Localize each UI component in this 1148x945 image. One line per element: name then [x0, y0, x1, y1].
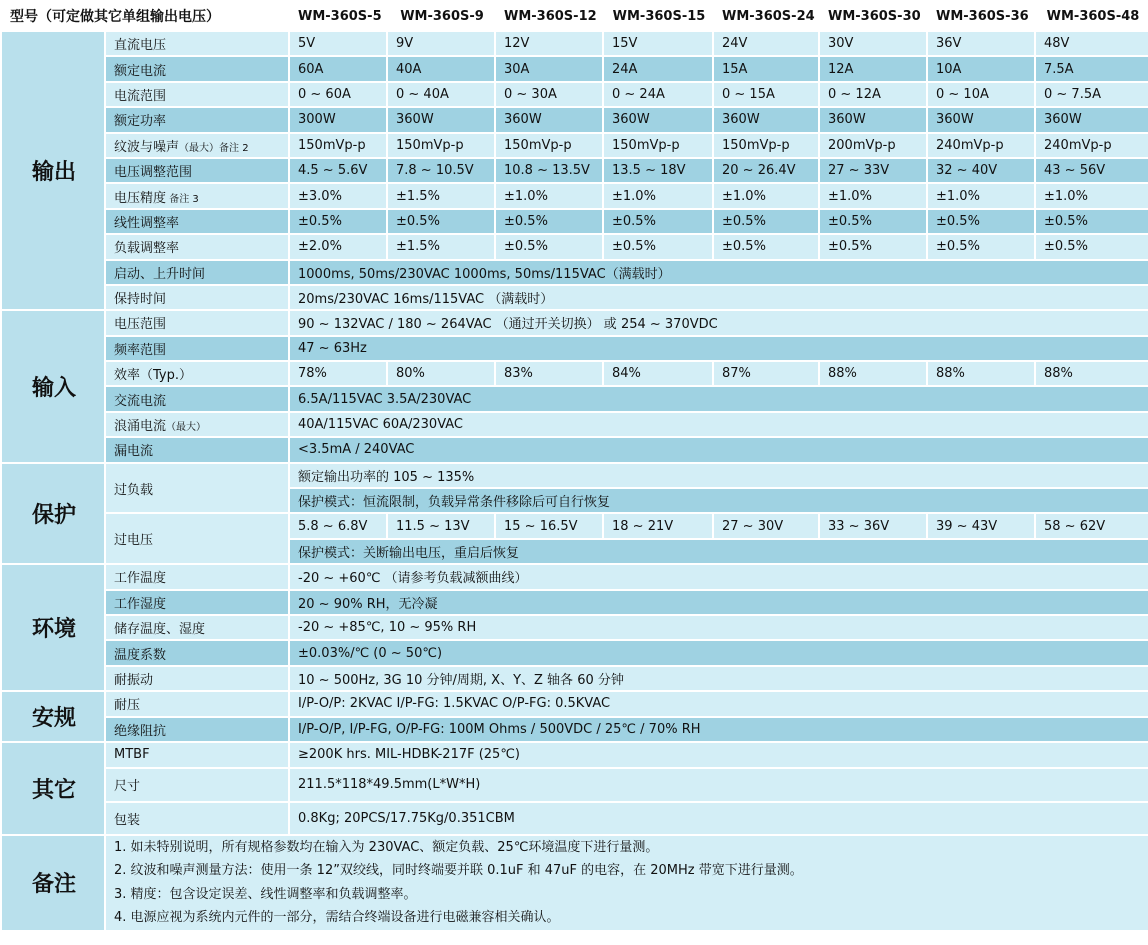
row-label [105, 183, 289, 208]
table-row [1, 31, 1148, 56]
table-row [1, 285, 1148, 310]
row-value: 11.5 ~ 13V [387, 513, 495, 538]
row-value: ±1.5% [387, 183, 495, 208]
row-value: 360W [387, 107, 495, 132]
row-value: 5.8 ~ 6.8V [289, 513, 387, 538]
note-item: 2. 纹波和噪声测量方法：使用一条 12”双绞线，同时终端要并联 0.1uF 和 47uF 的电容，在 20MHz 带宽下进行量测。 [114, 863, 803, 879]
row-value: <3.5mA / 240VAC [289, 437, 1148, 462]
row-value: 40A/115VAC 60A/230VAC [289, 412, 1148, 437]
row-value: 39 ~ 43V [927, 513, 1035, 538]
table-row [1, 412, 1148, 437]
row-value: ±0.5% [819, 234, 927, 259]
row-value: I/P-O/P, I/P-FG, O/P-FG: 100M Ohms / 500VDC / 25℃ / 70% RH [289, 717, 1148, 742]
row-value: 12A [819, 56, 927, 81]
row-label-text: 纹波与噪声 [114, 139, 180, 155]
row-value: 360W [495, 107, 603, 132]
section-output: 输出 [1, 31, 105, 310]
row-value: 78% [289, 361, 387, 386]
row-label-text: 储存温度、湿度 [114, 622, 206, 638]
row-value: 1000ms, 50ms/230VAC 1000ms, 50ms/115VAC（满载时） [289, 260, 1148, 285]
row-label-note: （最大）备注 2 [179, 142, 249, 154]
row-value: 10.8 ~ 13.5V [495, 158, 603, 183]
row-value: 9V [387, 31, 495, 56]
table-row [1, 742, 1148, 768]
row-label-text: 额定电流 [114, 63, 167, 79]
table-row [1, 802, 1148, 835]
row-value: 4.5 ~ 5.6V [289, 158, 387, 183]
row-value: ±0.5% [495, 234, 603, 259]
row-value: ±1.0% [927, 183, 1035, 208]
row-value: ±0.03%/℃ (0 ~ 50℃) [289, 640, 1148, 665]
row-value: 20 ~ 26.4V [713, 158, 819, 183]
row-label [105, 336, 289, 361]
row-value: I/P-O/P: 2KVAC I/P-FG: 1.5KVAC O/P-FG: 0.5KVAC [289, 691, 1148, 716]
row-value: 6.5A/115VAC 3.5A/230VAC [289, 386, 1148, 411]
table-row [1, 234, 1148, 259]
row-value: 200mVp-p [819, 133, 927, 158]
row-value: 80% [387, 361, 495, 386]
row-value: 211.5*118*49.5mm(L*W*H) [289, 768, 1148, 802]
row-label [105, 691, 289, 716]
row-value: 24A [603, 56, 713, 81]
row-value: 15 ~ 16.5V [495, 513, 603, 538]
row-value: ±0.5% [1035, 209, 1148, 234]
table-row [1, 564, 1148, 589]
row-label-text: 漏电流 [114, 444, 154, 460]
row-label-text: 电流范围 [114, 88, 167, 104]
row-label [105, 412, 289, 437]
row-label-text: 绝缘阻抗 [114, 723, 167, 739]
row-value: 32 ~ 40V [927, 158, 1035, 183]
row-value: ±1.5% [387, 234, 495, 259]
row-label-text: 过电压 [114, 533, 154, 549]
row-value: ±1.0% [819, 183, 927, 208]
row-value: ±0.5% [603, 209, 713, 234]
table-row [1, 640, 1148, 665]
note-item: 4. 电源应视为系统内元件的一部分，需结合终端设备进行电磁兼容相关确认。 [114, 910, 560, 926]
row-label [105, 513, 289, 564]
row-label [105, 463, 289, 514]
note-item: 1. 如未特别说明，所有规格参数均在输入为 230VAC、额定负载、25℃环境温度下进行量测。 [114, 839, 659, 855]
row-value: 240mVp-p [927, 133, 1035, 158]
row-value: ±1.0% [713, 183, 819, 208]
model-header: WM-360S-12 [495, 1, 603, 31]
row-label [105, 209, 289, 234]
row-label [105, 234, 289, 259]
row-value: 150mVp-p [495, 133, 603, 158]
table-row [1, 158, 1148, 183]
row-label [105, 590, 289, 615]
row-value: 43 ~ 56V [1035, 158, 1148, 183]
note-item: 3. 精度：包含设定误差、线性调整率和负载调整率。 [114, 886, 417, 902]
row-value: ±1.0% [1035, 183, 1148, 208]
row-label-text: MTBF [114, 747, 150, 763]
table-row [1, 691, 1148, 716]
table-row [1, 310, 1148, 335]
row-label-text: 电压调整范围 [114, 165, 193, 181]
row-value: 88% [1035, 361, 1148, 386]
row-label [105, 285, 289, 310]
row-value: ±2.0% [289, 234, 387, 259]
row-value: 18 ~ 21V [603, 513, 713, 538]
row-label-text: 浪涌电流 [114, 419, 167, 435]
section-protection: 保护 [1, 463, 105, 565]
row-value: 0 ~ 30A [495, 82, 603, 107]
row-value: ±0.5% [387, 209, 495, 234]
model-header: WM-360S-36 [927, 1, 1035, 31]
row-value: 240mVp-p [1035, 133, 1148, 158]
row-label-note: （最大） [166, 422, 207, 434]
row-value: 10 ~ 500Hz, 3G 10 分钟/周期, X、Y、Z 轴各 60 分钟 [289, 666, 1148, 691]
row-value: 保护模式：关断输出电压，重启后恢复 [289, 539, 1148, 564]
row-value: 90 ~ 132VAC / 180 ~ 264VAC （通过开关切换） 或 254 ~ 370VDC [289, 310, 1148, 335]
row-label-text: 电压精度 [114, 190, 167, 206]
table-row [1, 437, 1148, 462]
row-label [105, 82, 289, 107]
row-value: 24V [713, 31, 819, 56]
row-label [105, 666, 289, 691]
row-value: 30A [495, 56, 603, 81]
row-label-text: 直流电压 [114, 38, 167, 54]
row-value: -20 ~ +60℃ （请参考负载减额曲线） [289, 564, 1148, 589]
row-value: 7.8 ~ 10.5V [387, 158, 495, 183]
row-value: 15A [713, 56, 819, 81]
row-value: 58 ~ 62V [1035, 513, 1148, 538]
row-value: 88% [927, 361, 1035, 386]
row-value: 27 ~ 30V [713, 513, 819, 538]
row-value: 7.5A [1035, 56, 1148, 81]
table-row [1, 666, 1148, 691]
table-row [1, 615, 1148, 640]
row-label-text: 工作温度 [114, 571, 167, 587]
row-label-text: 耐压 [114, 698, 141, 714]
table-row [1, 82, 1148, 107]
table-row [1, 56, 1148, 81]
row-label [105, 742, 289, 768]
row-value: 83% [495, 361, 603, 386]
row-label-text: 保持时间 [114, 292, 167, 308]
table-row [1, 133, 1148, 158]
section-other: 其它 [1, 742, 105, 835]
row-value: 47 ~ 63Hz [289, 336, 1148, 361]
row-value: 48V [1035, 31, 1148, 56]
row-value: 0 ~ 15A [713, 82, 819, 107]
row-value: 12V [495, 31, 603, 56]
table-row [1, 386, 1148, 411]
row-value: ±0.5% [713, 234, 819, 259]
row-value: 36V [927, 31, 1035, 56]
section-environment: 环境 [1, 564, 105, 691]
row-value: ≥200K hrs. MIL-HDBK-217F (25℃) [289, 742, 1148, 768]
row-label-text: 包装 [114, 812, 141, 828]
row-value: ±0.5% [927, 209, 1035, 234]
row-label [105, 615, 289, 640]
table-row [1, 107, 1148, 132]
row-label [105, 310, 289, 335]
table-row [1, 361, 1148, 386]
row-label [105, 717, 289, 742]
row-label [105, 640, 289, 665]
row-value: 300W [289, 107, 387, 132]
model-header: WM-360S-15 [603, 1, 713, 31]
table-row [1, 590, 1148, 615]
row-value: 0 ~ 12A [819, 82, 927, 107]
row-label [105, 386, 289, 411]
row-label-text: 耐振动 [114, 672, 154, 688]
model-header: WM-360S-5 [289, 1, 387, 31]
row-value: ±0.5% [289, 209, 387, 234]
row-value: 360W [819, 107, 927, 132]
row-value: 84% [603, 361, 713, 386]
row-value: 0 ~ 10A [927, 82, 1035, 107]
row-value: 360W [1035, 107, 1148, 132]
row-value: 0 ~ 40A [387, 82, 495, 107]
row-label [105, 31, 289, 56]
row-value: ±0.5% [927, 234, 1035, 259]
row-label-text: 电压范围 [114, 317, 167, 333]
row-label [105, 107, 289, 132]
row-value: ±0.5% [819, 209, 927, 234]
row-label-text: 额定功率 [114, 114, 167, 130]
table-row [1, 260, 1148, 285]
row-value: ±1.0% [603, 183, 713, 208]
row-label [105, 158, 289, 183]
row-value: 13.5 ~ 18V [603, 158, 713, 183]
row-label-text: 负载调整率 [114, 241, 180, 257]
row-label-text: 启动、上升时间 [114, 266, 206, 282]
row-label-text: 工作湿度 [114, 596, 167, 612]
row-label-text: 线性调整率 [114, 215, 180, 231]
model-header: WM-360S-24 [713, 1, 819, 31]
model-header: WM-360S-48 [1035, 1, 1148, 31]
row-label-text: 效率（Typ.） [114, 368, 192, 384]
table-row [1, 463, 1148, 488]
row-label [105, 437, 289, 462]
section-input: 输入 [1, 310, 105, 462]
row-value: 0.8Kg; 20PCS/17.75Kg/0.351CBM [289, 802, 1148, 835]
row-value: ±0.5% [713, 209, 819, 234]
table-row [1, 1, 1148, 31]
row-value: ±0.5% [495, 209, 603, 234]
section-notes: 备注 [1, 835, 105, 931]
row-value: 150mVp-p [387, 133, 495, 158]
row-value: 0 ~ 24A [603, 82, 713, 107]
row-value: 360W [927, 107, 1035, 132]
row-label [105, 133, 289, 158]
row-label-text: 过负载 [114, 482, 154, 498]
row-value: 10A [927, 56, 1035, 81]
section-safety: 安规 [1, 691, 105, 742]
table-row [1, 717, 1148, 742]
row-value: 0 ~ 60A [289, 82, 387, 107]
row-value: ±0.5% [1035, 234, 1148, 259]
row-value: -20 ~ +85℃, 10 ~ 95% RH [289, 615, 1148, 640]
table-row [1, 209, 1148, 234]
row-value: 15V [603, 31, 713, 56]
row-value: ±0.5% [603, 234, 713, 259]
row-value: 27 ~ 33V [819, 158, 927, 183]
table-row [1, 513, 1148, 538]
row-value: 150mVp-p [603, 133, 713, 158]
table-row [1, 768, 1148, 802]
row-value: 33 ~ 36V [819, 513, 927, 538]
row-label [105, 768, 289, 802]
row-value: 20ms/230VAC 16ms/115VAC （满载时） [289, 285, 1148, 310]
row-value: 150mVp-p [713, 133, 819, 158]
row-label [105, 361, 289, 386]
row-value: 0 ~ 7.5A [1035, 82, 1148, 107]
row-value: 30V [819, 31, 927, 56]
notes-cell [105, 835, 1148, 931]
table-row [1, 183, 1148, 208]
table-row [1, 835, 1148, 931]
row-value: 150mVp-p [289, 133, 387, 158]
row-label-text: 温度系数 [114, 647, 167, 663]
row-value: 60A [289, 56, 387, 81]
row-value: ±1.0% [495, 183, 603, 208]
row-value: 360W [713, 107, 819, 132]
row-value: 5V [289, 31, 387, 56]
row-label [105, 260, 289, 285]
row-label [105, 56, 289, 81]
row-value: 额定输出功率的 105 ~ 135% [289, 463, 1148, 488]
model-header: WM-360S-30 [819, 1, 927, 31]
row-label-text: 频率范围 [114, 342, 167, 358]
row-value: 20 ~ 90% RH，无冷凝 [289, 590, 1148, 615]
row-label-text: 交流电流 [114, 393, 167, 409]
model-header-label: 型号（可定做其它单组输出电压） [1, 1, 289, 31]
row-value: ±3.0% [289, 183, 387, 208]
row-value: 87% [713, 361, 819, 386]
table-row [1, 336, 1148, 361]
row-value: 40A [387, 56, 495, 81]
row-label [105, 564, 289, 589]
row-value: 360W [603, 107, 713, 132]
model-header: WM-360S-9 [387, 1, 495, 31]
row-value: 保护模式：恒流限制，负载异常条件移除后可自行恢复 [289, 488, 1148, 513]
row-label [105, 802, 289, 835]
row-value: 88% [819, 361, 927, 386]
row-label-note: 备注 3 [166, 193, 199, 205]
row-label-text: 尺寸 [114, 779, 141, 795]
